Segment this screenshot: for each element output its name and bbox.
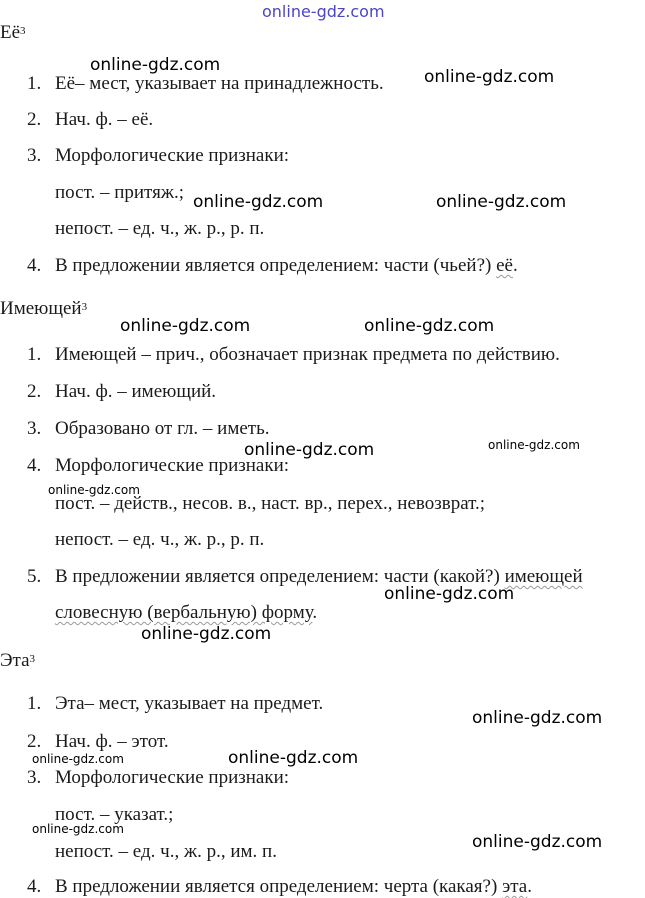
watermark: online-gdz.com [424,67,555,87]
item-number: 4. [27,255,42,276]
underlined-word: её [496,255,513,276]
item-subline: непост. – ед. ч., ж. р., р. п. [55,529,265,550]
watermark: online-gdz.com [436,192,567,212]
watermark-top: online-gdz.com [262,2,385,21]
watermark: online-gdz.com [228,748,359,768]
item-number: 5. [27,566,42,587]
item-text: Морфологические признаки: [55,145,290,166]
item-text: Её– мест, указывает на принадлежность. [55,73,384,94]
item-number: 1. [27,693,42,714]
watermark: online-gdz.com [364,316,495,336]
watermark: online-gdz.com [32,822,124,836]
watermark: online-gdz.com [488,438,580,452]
item-number: 4. [27,876,42,897]
item-subline: пост. – действ., несов. в., наст. вр., перех., невозврат.; [55,493,486,514]
item-text: Нач. ф. – имеющий. [55,381,217,402]
item-subline: непост. – ед. ч., ж. р., им. п. [55,841,277,862]
item-subline: пост. – притяж.; [55,182,184,203]
watermark: online-gdz.com [244,440,375,460]
item-text: Морфологические признаки: [55,767,290,788]
item-text: Нач. ф. – этот. [55,731,169,752]
section-heading-eta: Эта$^3$ [0,650,36,671]
item-subline: непост. – ед. ч., ж. р., р. п. [55,218,265,239]
item-text: Образовано от гл. – иметь. [55,418,270,439]
item-number: 2. [27,381,42,402]
item-number: 1. [27,73,42,94]
underlined-word: имеющей [504,566,583,587]
item-text: В предложении является определением: части (какой?) имеющей [55,566,583,587]
item-text: Нач. ф. – её. [55,109,154,130]
item-number: 1. [27,344,42,365]
item-text: В предложении является определением: части (чьей?) её. [55,255,518,276]
underlined-phrase: словесную (вербальную) форму [55,602,313,623]
section-heading-imeyushchey: Имеющей$^3$ [0,298,88,319]
item-number: 3. [27,418,42,439]
watermark: online-gdz.com [32,752,124,766]
item-number: 4. [27,455,42,476]
item-number: 3. [27,145,42,166]
watermark: online-gdz.com [384,584,515,604]
item-number: 2. [27,731,42,752]
watermark: online-gdz.com [193,192,324,212]
item-text: Морфологические признаки: [55,455,290,476]
section-heading-ee: $Её^3$ [0,22,26,43]
watermark: online-gdz.com [90,55,221,75]
watermark: online-gdz.com [472,708,603,728]
item-subline: словесную (вербальную) форму. [55,602,318,623]
item-subline: пост. – указат.; [55,804,174,825]
watermark: online-gdz.com [120,316,251,336]
watermark: online-gdz.com [141,624,272,644]
item-text: Имеющей – прич., обозначает признак предмета по действию. [55,344,560,365]
item-text: В предложении является определением: черта (какая?) эта. [55,876,532,897]
underlined-word: эта [502,876,528,897]
watermark: online-gdz.com [472,832,603,852]
watermark: online-gdz.com [48,483,140,497]
item-number: 3. [27,767,42,788]
item-number: 2. [27,109,42,130]
item-text: Эта– мест, указывает на предмет. [55,693,324,714]
